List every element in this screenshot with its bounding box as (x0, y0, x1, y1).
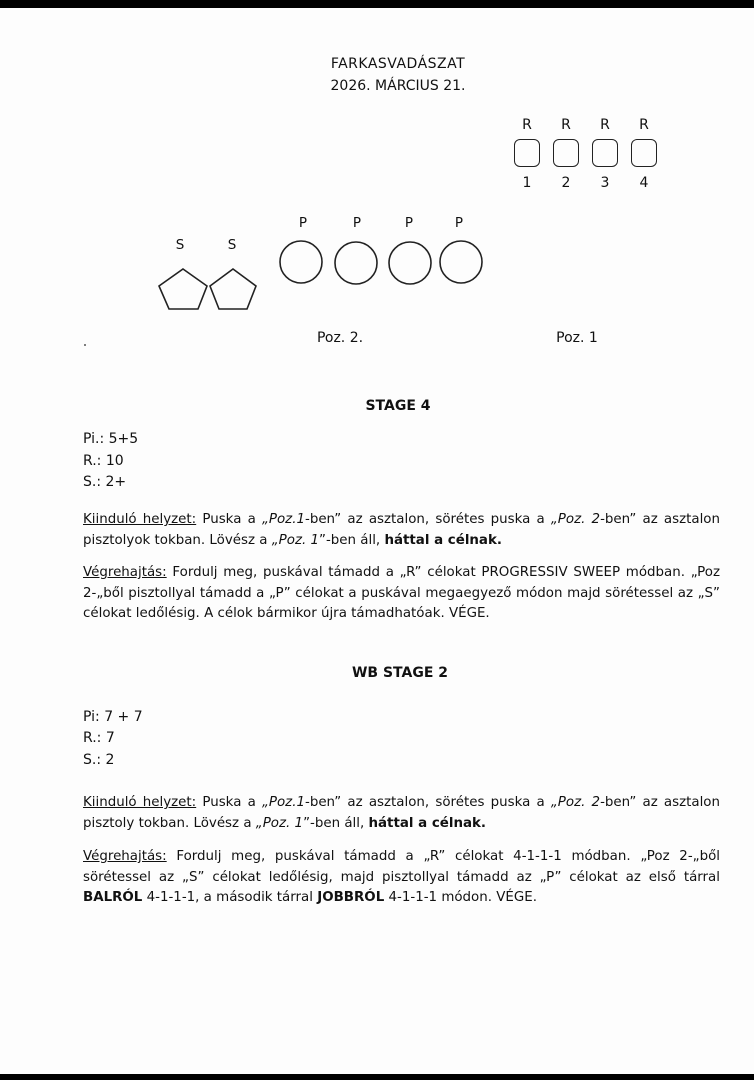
stage4-shotgun-count: S.: 2+ (83, 474, 127, 490)
r-label-4: R (639, 117, 649, 133)
r-label-2: R (561, 117, 571, 133)
p-label-3: P (404, 215, 414, 231)
p-target-2 (335, 242, 377, 284)
p-target-3 (389, 242, 431, 284)
r-label-3: R (600, 117, 610, 133)
p-label-1: P (298, 215, 308, 231)
s-label-2: S (227, 237, 237, 253)
document-page (0, 8, 754, 1074)
stage4-title: STAGE 4 (365, 398, 431, 414)
position-1-label: Poz. 1 (556, 330, 598, 346)
wbstage2-start-position: Kiinduló helyzet: Puska a „Poz.1-ben” az asztalon, sörétes puska a „Poz. 2-ben” az asztalon pisztoly tokban. Lövész a „Poz. 1”-ben áll, háttal a célnak. (83, 795, 720, 831)
stage4-start-position: Kiinduló helyzet: Puska a „Poz.1-ben” az asztalon, sörétes puska a „Poz. 2-ben” az asztalon pisztolyok tokban. Lövész a „Poz. 1”-ben áll, háttal a célnak. (83, 512, 720, 548)
stage4-pistol-count: Pi.: 5+5 (83, 431, 139, 447)
wbstage2-pistol-count: Pi: 7 + 7 (83, 709, 143, 725)
r-label-1: R (522, 117, 532, 133)
p-label-2: P (352, 215, 362, 231)
r-number-4: 4 (639, 175, 649, 191)
s-label-1: S (175, 237, 185, 253)
s-target-2 (210, 269, 256, 309)
r-number-2: 2 (561, 175, 571, 191)
wbstage2-execution: Végrehajtás: Fordulj meg, puskával támadd a „R” célokat 4-1-1-1 módban. „Poz 2-„ből sörétessel az „S” célokat ledőlésig, majd pisztollyal támadd az „P” célokat az első tárral BALRÓL 4-1-1-1, a második tárral JOBBRÓL 4-1-1-1 módon. VÉGE. (83, 849, 720, 905)
wbstage2-title: WB STAGE 2 (351, 665, 449, 681)
target-shapes (0, 8, 754, 328)
p-target-4 (440, 241, 482, 283)
r-number-1: 1 (522, 175, 532, 191)
stage4-execution: Végrehajtás: Fordulj meg, puskával támadd a „R” célokat PROGRESSIV SWEEP módban. „Poz 2-„ből pisztollyal támadd a „P” célokat a puskával megaegyező módon majd sörétessel az „S” célokat ledőlésig. A célok bármikor újra támadhatóak. VÉGE. (83, 565, 720, 621)
scan-dot (84, 344, 86, 346)
document-date: 2026. MÁRCIUS 21. (330, 78, 466, 94)
s-target-1 (159, 269, 207, 309)
wbstage2-rifle-count: R.: 7 (83, 730, 115, 746)
document-title: FARKASVADÁSZAT (330, 56, 466, 72)
stage4-rifle-count: R.: 10 (83, 453, 124, 469)
p-label-4: P (454, 215, 464, 231)
r-number-3: 3 (600, 175, 610, 191)
wbstage2-shotgun-count: S.: 2 (83, 752, 115, 768)
position-2-label: Poz. 2. (316, 330, 364, 346)
p-target-1 (280, 241, 322, 283)
